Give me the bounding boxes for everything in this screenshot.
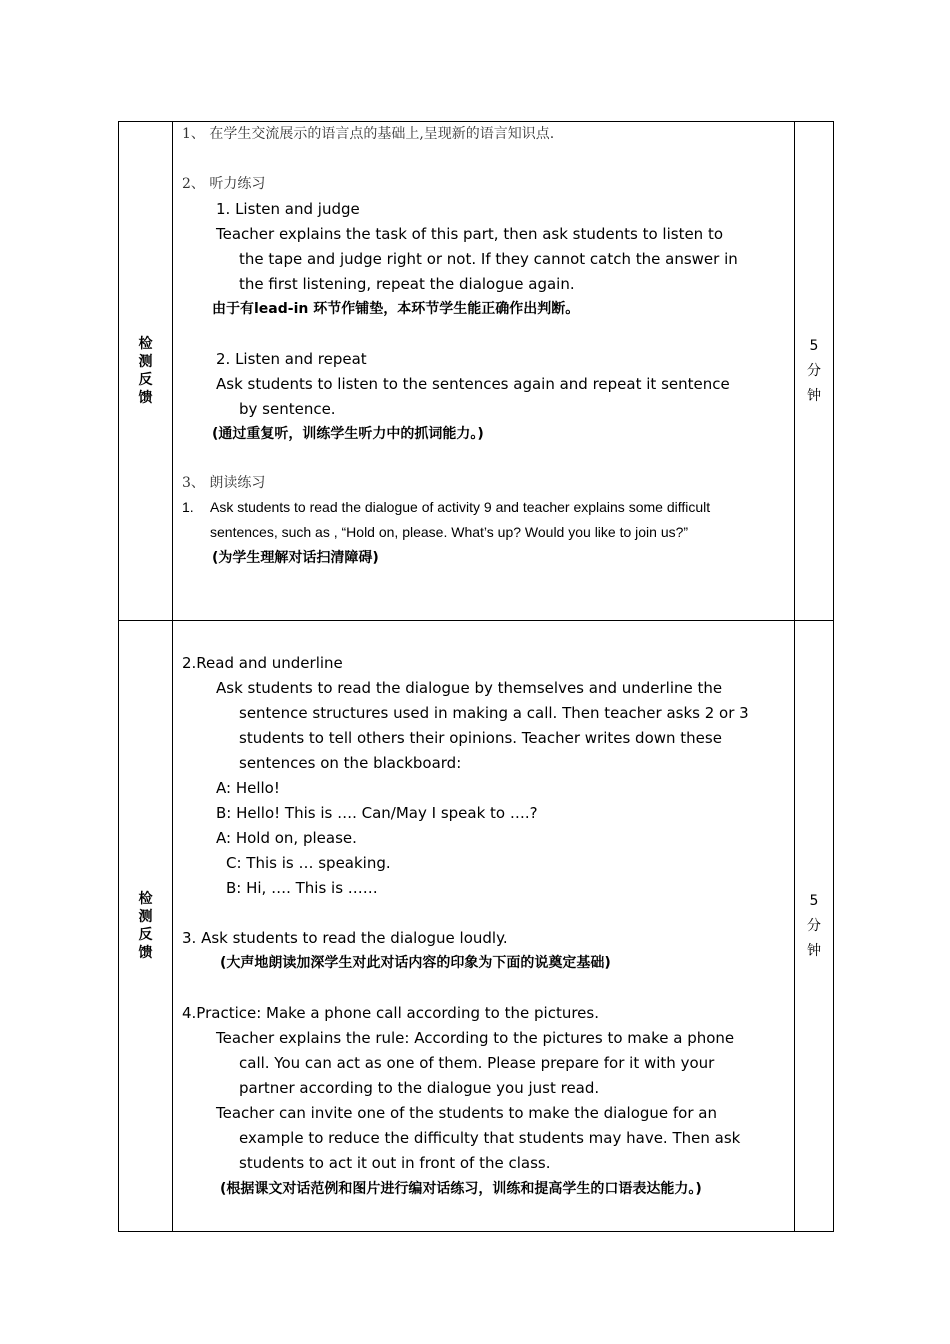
text-line: sentences on the blackboard: — [239, 754, 462, 772]
stage-label: 检测反馈 — [138, 336, 153, 406]
activity-title: 1. Listen and judge — [216, 200, 360, 218]
text-line: students to tell others their opinions. Teacher writes down these — [239, 729, 722, 747]
text-line: partner according to the dialogue you just read. — [239, 1079, 600, 1097]
table-row — [119, 621, 834, 1232]
content-cell — [173, 621, 795, 1232]
activity-title: 2. Listen and repeat — [216, 350, 367, 368]
stage-label-cell — [119, 122, 173, 621]
activity-title: 2.Read and underline — [182, 654, 343, 672]
time-label: 5分钟 — [807, 892, 821, 959]
text-line: the tape and judge right or not. If they cannot catch the answer in — [239, 250, 738, 268]
text-line: by sentence. — [239, 400, 336, 418]
dialogue-line: B: Hi, …. This is …… — [226, 879, 378, 897]
dialogue-line: B: Hello! This is …. Can/May I speak to ….? — [216, 804, 538, 822]
text-line: Teacher explains the rule: According to the pictures to make a phone — [216, 1029, 735, 1047]
text-line: the first listening, repeat the dialogue again. — [239, 275, 575, 293]
lesson-plan-table — [118, 121, 834, 1232]
text-line: Ask students to read the dialogue by themselves and underline the — [216, 679, 723, 697]
note-text: (根据课文对话范例和图片进行编对话练习，训练和提高学生的口语表达能力。) — [220, 1181, 702, 1197]
text-line: call. You can act as one of them. Please prepare for it with your — [239, 1054, 715, 1072]
dialogue-line: A: Hello! — [216, 779, 280, 797]
activity-title: 4.Practice: Make a phone call according to the pictures. — [182, 1004, 599, 1022]
text-line: sentences, such as , “Hold on, please. What’s up? Would you like to join us?” — [210, 524, 689, 540]
text-line: students to act it out in front of the class. — [239, 1154, 551, 1172]
time-cell — [795, 122, 834, 621]
note-text: (为学生理解对话扫清障碍) — [212, 550, 379, 566]
table-row — [119, 122, 834, 621]
step-3-heading: 3、 朗读练习 — [182, 475, 266, 491]
text-line: Ask students to read the dialogue of activity 9 and teacher explains some difficult — [210, 499, 711, 515]
note-text: (大声地朗读加深学生对此对话内容的印象为下面的说奠定基础) — [220, 955, 611, 971]
stage-label-cell — [119, 621, 173, 1232]
dialogue-line: C: This is … speaking. — [226, 854, 391, 872]
text-line: example to reduce the difficulty that students may have. Then ask — [239, 1129, 741, 1147]
step-1: 1、 在学生交流展示的语言点的基础上,呈现新的语言知识点. — [182, 126, 555, 142]
time-label: 5分钟 — [807, 337, 821, 404]
note-text: 由于有lead-in 环节作铺垫，本环节学生能正确作出判断。 — [212, 301, 580, 317]
text-line: Ask students to listen to the sentences again and repeat it sentence — [216, 375, 730, 393]
activity-title: 3. Ask students to read the dialogue loudly. — [182, 929, 508, 947]
note-text: (通过重复听，训练学生听力中的抓词能力。) — [212, 426, 484, 442]
text-line: sentence structures used in making a call. Then teacher asks 2 or 3 — [239, 704, 749, 722]
time-cell — [795, 621, 834, 1232]
text-line: Teacher explains the task of this part, then ask students to listen to — [216, 225, 724, 243]
dialogue-line: A: Hold on, please. — [216, 829, 357, 847]
text-line: Teacher can invite one of the students to make the dialogue for an — [216, 1104, 717, 1122]
step-2-heading: 2、 听力练习 — [182, 176, 266, 192]
content-cell — [173, 122, 795, 621]
stage-label: 检测反馈 — [138, 891, 153, 961]
list-number: 1. — [182, 499, 194, 515]
